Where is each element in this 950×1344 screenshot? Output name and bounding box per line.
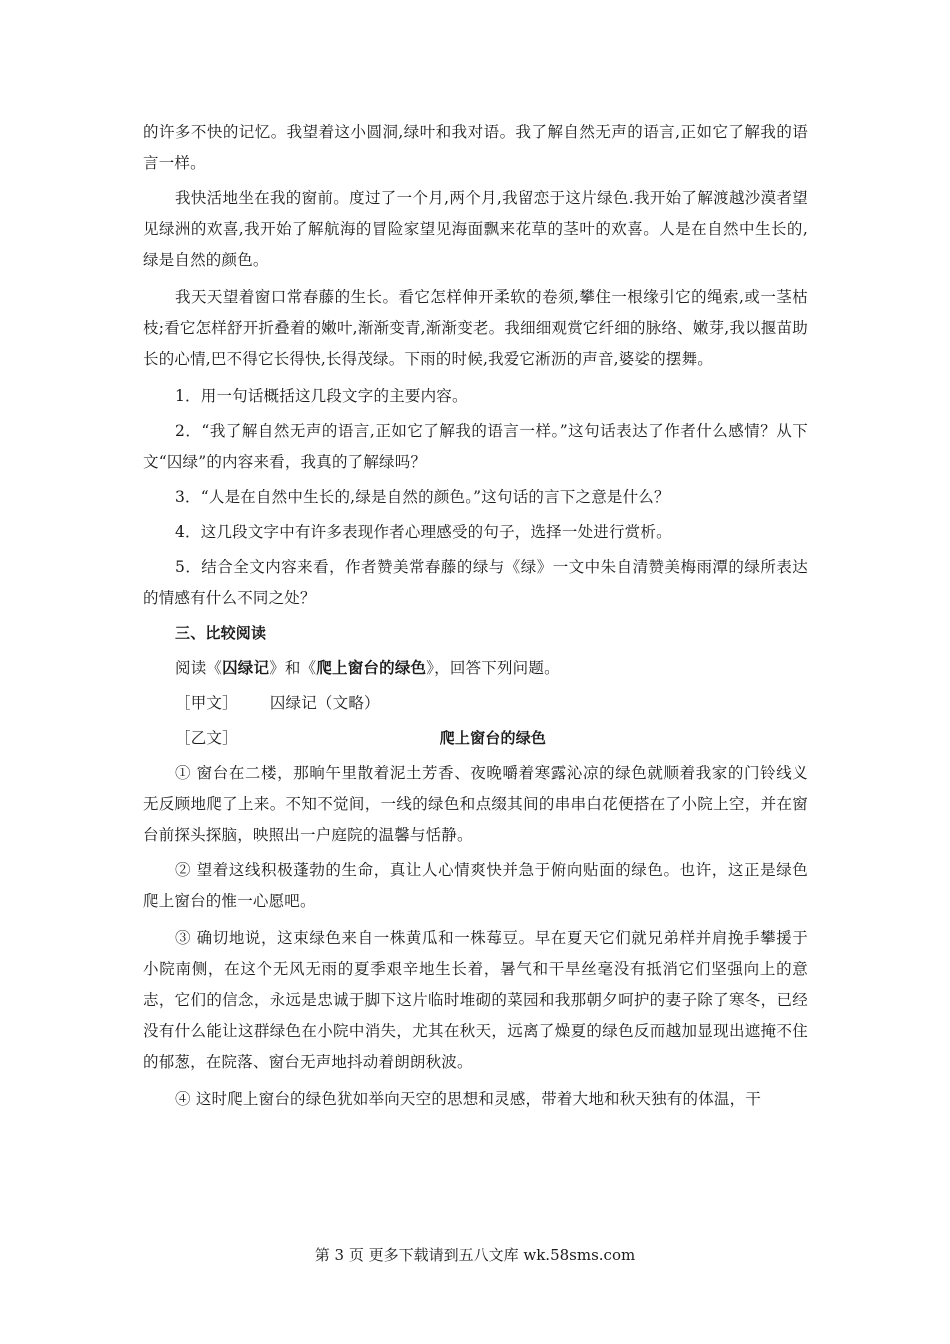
instruction-mid: 》和《 (269, 659, 317, 677)
passage-paragraph-2: ② 望着这线积极蓬勃的生命，真让人心情爽快并急于俯向贴面的绿色。也许，这正是绿色爬上窗台的惟一心愿吧。 (143, 861, 808, 910)
instruction-title-2: 爬上窗台的绿色 (316, 659, 427, 677)
question-3: 3．“人是在自然中生长的,绿是自然的颜色。”这句话的言下之意是什么？ (175, 488, 670, 506)
yi-title: 爬上窗台的绿色 (439, 729, 547, 747)
jia-text: 囚绿记（文略） (269, 694, 380, 712)
question-5: 5．结合全文内容来看，作者赞美常春藤的绿与《绿》一文中朱自清赞美梅雨潭的绿所表达的情感有什么不同之处？ (143, 558, 808, 607)
passage-paragraph-4: ④ 这时爬上窗台的绿色犹如举向天空的思想和灵感，带着大地和秋天独有的体温，干 (175, 1090, 762, 1108)
yi-label: ［乙文］ (175, 729, 238, 747)
section-heading (143, 618, 808, 649)
passage-paragraph-1: ① 窗台在二楼，那晌午里散着泥土芳香、夜晚嚼着寒露沁凉的绿色就顺着我家的门铃线义无反顾地爬了上来。不知不觉间，一线的绿色和点缀其间的串串白花便搭在了小院上空，并在窗台前探头探脑，映照出一户庭院的温馨与恬静。 (143, 764, 808, 844)
instruction-prefix: 阅读《 (175, 659, 223, 677)
question-4: 4．这几段文字中有许多表现作者心理感受的句子，选择一处进行赏析。 (175, 523, 672, 541)
yi-line (143, 723, 808, 754)
jia-line (143, 688, 808, 719)
section-heading-text: 三、比较阅读 (175, 624, 267, 642)
instruction-suffix: 》，回答下列问题。 (426, 659, 560, 677)
paragraph: 我天天望着窗口常春藤的生长。看它怎样伸开柔软的卷须,攀住一根缘引它的绳索,或一茎枯枝;看它怎样舒开折叠着的嫩叶,渐渐变青,渐渐变老。我细细观赏它纤细的脉络、嫩芽,我以揠苗助长的心情,巴不得它长得快,长得茂绿。下雨的时候,我爱它淅沥的声音,婆娑的摆舞。 (143, 288, 808, 368)
passage-paragraph-3: ③ 确切地说，这束绿色来自一株黄瓜和一株莓豆。早在夏天它们就兄弟样并肩挽手攀援于小院南侧，在这个无风无雨的夏季艰辛地生长着，暑气和干旱丝毫没有抵消它们坚强向上的意志，它们的信念，永远是忠诚于脚下这片临时堆砌的菜园和我那朝夕呵护的妻子除了寒冬，已经没有什么能让这群绿色在小院中消失，尤其在秋天，远离了燥夏的绿色反而越加显现出遮掩不住的郁葱，在院落、窗台无声地抖动着朗朗秋波。 (143, 929, 808, 1071)
question-2: 2．“我了解自然无声的语言,正如它了解我的语言一样。”这句话表达了作者什么感情？从下文“囚绿”的内容来看，我真的了解绿吗？ (143, 422, 808, 471)
page-footer: 第 3 页 更多下载请到五八文库 wk.58sms.com (314, 1246, 636, 1264)
instruction-line (143, 653, 808, 684)
question-1: 1．用一句话概括这几段文字的主要内容。 (175, 387, 468, 405)
instruction-title-1: 囚绿记 (222, 659, 270, 677)
paragraph: 我快活地坐在我的窗前。度过了一个月,两个月,我留恋于这片绿色.我开始了解渡越沙漠者望见绿洲的欢喜,我开始了解航海的冒险家望见海面飘来花草的茎叶的欢喜。人是在自然中生长的,绿是自然的颜色。 (143, 189, 808, 269)
document-body (143, 117, 808, 1119)
jia-label: ［甲文］ (175, 694, 238, 712)
paragraph: 的许多不快的记忆。我望着这小圆洞,绿叶和我对语。我了解自然无声的语言,正如它了解我的语言一样。 (143, 123, 808, 172)
